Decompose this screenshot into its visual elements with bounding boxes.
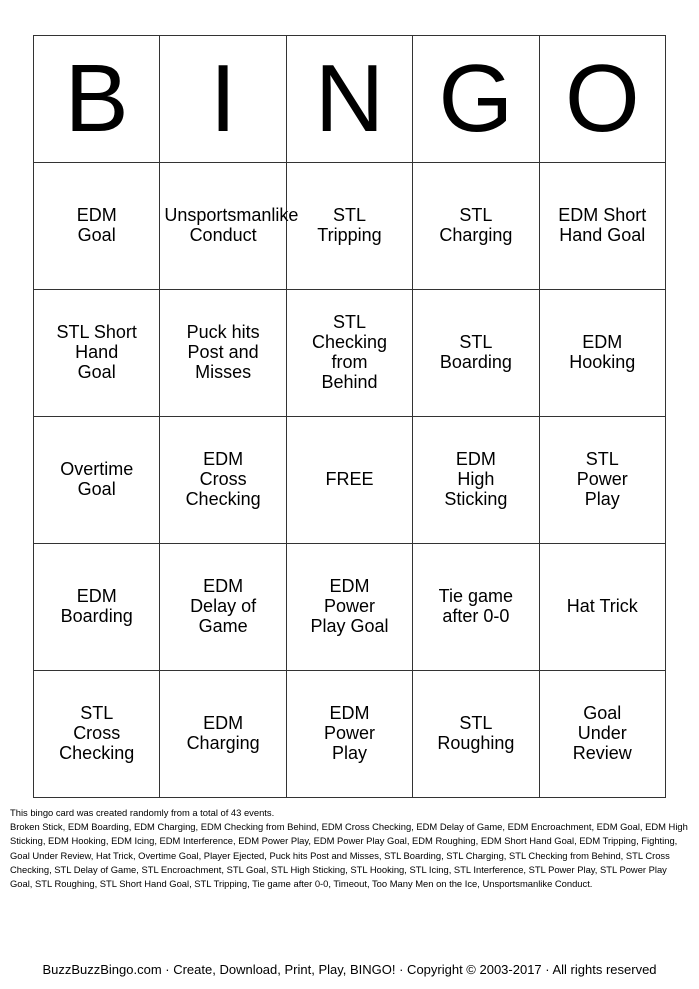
bingo-cell: EDM Short Hand Goal — [539, 163, 665, 290]
bingo-cell: EDM Charging — [160, 671, 286, 798]
card-description-intro: This bingo card was created randomly from a total of 43 events. — [10, 807, 275, 818]
bingo-cell: Hat Trick — [539, 544, 665, 671]
bingo-cell: EDM High Sticking — [413, 417, 539, 544]
bingo-row — [34, 290, 666, 417]
header-letter-g: G — [413, 36, 539, 163]
bingo-row — [34, 544, 666, 671]
bingo-cell: STL Charging — [413, 163, 539, 290]
bingo-cell: EDM Cross Checking — [160, 417, 286, 544]
bingo-header-row — [34, 36, 666, 163]
bingo-card — [33, 35, 666, 798]
bingo-row — [34, 163, 666, 290]
bingo-cell: Tie game after 0-0 — [413, 544, 539, 671]
bingo-cell: EDM Power Play — [286, 671, 412, 798]
bingo-cell: STL Short Hand Goal — [34, 290, 160, 417]
bingo-cell: STL Cross Checking — [34, 671, 160, 798]
bingo-cell: STL Power Play — [539, 417, 665, 544]
bingo-cell: Unsportsmanlike Conduct — [160, 163, 286, 290]
bingo-cell: STL Boarding — [413, 290, 539, 417]
free-space: FREE — [286, 417, 412, 544]
bingo-cell: EDM Delay of Game — [160, 544, 286, 671]
bingo-cell: STL Checking from Behind — [286, 290, 412, 417]
bingo-cell: STL Roughing — [413, 671, 539, 798]
bingo-row — [34, 417, 666, 544]
bingo-cell: Goal Under Review — [539, 671, 665, 798]
card-description — [10, 806, 690, 891]
bingo-cell: EDM Hooking — [539, 290, 665, 417]
event-list: Broken Stick, EDM Boarding, EDM Charging, EDM Checking from Behind, EDM Cross Checking, EDM Delay of Game, EDM Encroachment, EDM Goal, EDM High Sticking, EDM Hooking, EDM Icing, EDM Interference, EDM Power Play, EDM Power Play Goal, EDM Roughing, EDM Short Hand Goal, EDM Tripping, Fighting, Goal Under Review, Hat Trick, Overtime Goal, Player Ejected, Puck hits Post and Misses, STL Boarding, STL Charging, STL Checking from Behind, STL Cross Checking, STL Delay of Game, STL Encroachment, STL Goal, STL High Sticking, STL Hooking, STL Icing, STL Interference, STL Power Play, STL Power Play Goal, STL Roughing, STL Short Hand Goal, STL Tripping, Tie game after 0-0, Timeout, Too Many Men on the Ice, Unsportsmanlike Conduct. — [10, 821, 688, 890]
bingo-row — [34, 671, 666, 798]
header-letter-o: O — [539, 36, 665, 163]
header-letter-n: N — [286, 36, 412, 163]
bingo-cell: EDM Goal — [34, 163, 160, 290]
bingo-cell: EDM Power Play Goal — [286, 544, 412, 671]
footer-copyright: BuzzBuzzBingo.com · Create, Download, Print, Play, BINGO! · Copyright © 2003-2017 · All rights reserved — [42, 962, 657, 977]
bingo-cell: Overtime Goal — [34, 417, 160, 544]
bingo-cell: Puck hits Post and Misses — [160, 290, 286, 417]
bingo-cell: STL Tripping — [286, 163, 412, 290]
header-letter-b: B — [34, 36, 160, 163]
bingo-cell: EDM Boarding — [34, 544, 160, 671]
header-letter-i: I — [160, 36, 286, 163]
